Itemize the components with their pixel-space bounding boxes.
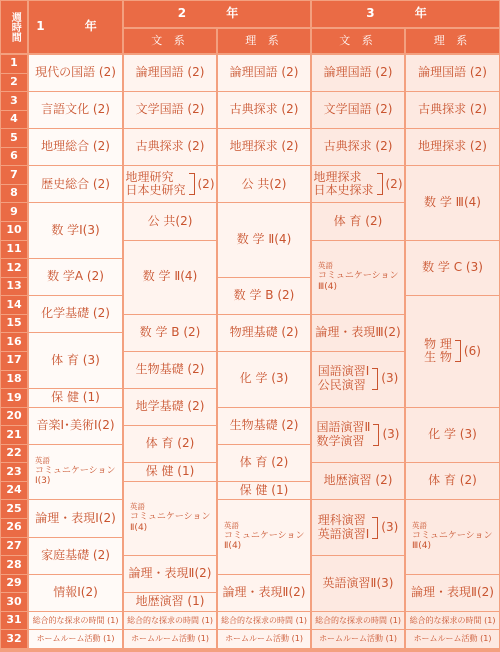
subject-cell [124,593,216,611]
subject-label: 言語文化 (2) [41,102,110,117]
subject-label: 総合的な探求の時間 (1) [32,615,119,625]
subject-label: 数 学 B (2) [233,287,295,302]
g3-bunkei-header: 文 系 [312,29,404,53]
subject-label-line1: 英語 [35,455,50,465]
subject-label: 体 育 (2) [333,213,383,228]
subject-label: 論理・表現Ⅱ(2) [128,566,212,581]
subject-label: 論理国語 (2) [418,65,487,80]
subject-label: 論理・表現Ⅰ(2) [35,510,116,525]
subject-cell [312,612,404,630]
subject-label: 保 健 (1) [239,482,289,497]
g2-bunkei-header: 文 系 [124,29,216,53]
subject-label: 現代の国語 (2) [35,65,116,80]
subject-label: 生物基礎 (2) [135,362,205,377]
credits: (3) [381,519,399,534]
subject-label: 古典探求 (2) [323,139,393,154]
subject-label: 総合的な探求の時間 (1) [409,615,496,625]
brace-icon [455,340,461,362]
subject-label: 化 学 (3) [428,427,477,442]
subject-cell [312,630,404,648]
subject-label: 地歴演習 (1) [135,594,205,609]
subject-choice: 日本史研究 [125,183,186,198]
subject-label: 数 学 Ⅱ(4) [236,232,292,247]
hour-number: 13 [1,278,27,296]
hour-number: 6 [1,148,27,166]
hour-number: 3 [1,92,27,110]
subject-cell [29,612,122,630]
g3-rikei-header: 理 系 [406,29,499,53]
subject-cell [218,129,310,165]
subject-label: 地理探求 (2) [229,139,299,154]
hour-number: 16 [1,333,27,351]
hour-number: 17 [1,352,27,370]
subject-cell [218,315,310,351]
subject-label: ホームルーム活動 (1) [36,634,115,644]
hour-number: 23 [1,463,27,481]
subject-cell [124,203,216,239]
credits: (3) [381,371,399,386]
subject-choice: 地理探求 [313,169,362,184]
subject-label: ホームルーム活動 (1) [131,634,209,644]
credits: (2) [385,176,403,191]
brace-icon [377,173,383,195]
subject-choice: 国語演習Ⅰ [317,364,370,379]
subject-choice: 国語演習Ⅱ [316,420,371,435]
subject-label: 古典探求 (2) [135,139,205,154]
subject-cell [124,129,216,165]
subject-label: 文学国語 (2) [323,102,393,117]
hour-number: 11 [1,241,27,259]
subject-label: 音楽Ⅰ･美術Ⅰ(2) [36,417,115,432]
subject-label: 地歴演習 (2) [323,473,393,488]
subject-label: 体 育 (3) [51,352,100,367]
subject-label: 保 健 (1) [51,389,100,404]
subject-cell [218,630,310,648]
hour-number: 5 [1,129,27,147]
subject-label: 数 学 Ⅱ(4) [142,269,198,284]
subject-label: 公 共(2) [241,176,287,191]
subject-cell [406,408,499,463]
subject-label: 体 育 (2) [145,436,195,451]
subject-cell [29,92,122,128]
brace-icon [372,517,378,539]
subject-cell [124,482,216,555]
hour-number: 32 [1,630,27,648]
hour-number: 15 [1,315,27,333]
brace-icon [373,424,379,446]
subject-label: 総合的な探求の時間 (1) [315,615,401,625]
subject-choice: 公民演習 [317,378,366,393]
subject-cell [406,55,499,91]
subject-label: 公 共(2) [147,213,193,228]
subject-cell [29,500,122,536]
subject-cell [124,389,216,425]
subject-cell [124,630,216,648]
subject-cell [218,203,310,276]
subject-cell [124,556,216,592]
hour-number: 8 [1,185,27,203]
subject-label: ホームルーム活動 (1) [319,634,397,644]
subject-cell [218,352,310,407]
subject-label: 論理・表現Ⅱ(2) [411,584,494,599]
subject-cell [312,500,404,555]
subject-cell [124,612,216,630]
subject-cell [29,333,122,388]
hour-number: 10 [1,222,27,240]
subject-label: 総合的な探求の時間 (1) [221,615,307,625]
subject-label: 論理国語 (2) [229,65,299,80]
hours-header: 週時間 [1,1,27,53]
credits: (2) [197,176,215,191]
subject-label: 体 育 (2) [428,473,477,488]
subject-cell [218,482,310,500]
subject-label-line2: コミュニケーションⅢ(4) [318,270,399,292]
hour-number: 22 [1,445,27,463]
subject-cell [312,463,404,499]
subject-label: 論理・表現Ⅱ(2) [222,584,306,599]
subject-label: 数 学 C (3) [422,260,483,275]
subject-label: ホームルーム活動 (1) [413,634,492,644]
subject-cell [406,575,499,611]
subject-label: 論理・表現Ⅲ(2) [315,324,401,339]
subject-label-line1: 英語 [318,261,333,271]
subject-cell [218,408,310,444]
subject-label: 古典探求 (2) [229,102,299,117]
subject-label-line2: コミュニケーションⅠ(3) [35,465,116,487]
subject-label: 家庭基礎 (2) [41,547,110,562]
hour-number: 2 [1,74,27,92]
subject-cell [124,241,216,314]
subject-label-line1: 英語 [224,520,239,530]
subject-cell [218,612,310,630]
subject-cell [406,463,499,499]
hour-number: 30 [1,593,27,611]
subject-cell [218,445,310,481]
subject-cell [218,500,310,573]
subject-cell [29,538,122,574]
grade3-header: 3 年 [312,1,499,27]
subject-cell [124,463,216,481]
subject-cell [312,315,404,351]
subject-cell [29,575,122,611]
subject-cell [312,408,404,463]
subject-choice: 物 理 [424,336,452,351]
subject-label: 化学基礎 (2) [41,306,110,321]
subject-label: 数 学Ⅰ(3) [51,222,100,237]
subject-label: 古典探求 (2) [418,102,487,117]
subject-cell [312,556,404,611]
subject-cell [124,426,216,462]
subject-cell [218,55,310,91]
hour-number: 27 [1,538,27,556]
subject-cell [124,315,216,351]
subject-label: 体 育 (2) [239,454,289,469]
subject-label: ホームルーム活動 (1) [225,634,303,644]
subject-cell [29,55,122,91]
subject-label: 生物基礎 (2) [229,417,299,432]
subject-cell [29,129,122,165]
subject-choice: 数学演習 [316,433,365,448]
subject-label: 文学国語 (2) [135,102,205,117]
subject-label-line2: コミュニケーションⅢ(4) [412,530,493,552]
subject-cell [124,55,216,91]
subject-cell [124,352,216,388]
hour-number: 20 [1,408,27,426]
brace-icon [189,173,195,195]
subject-cell [29,296,122,332]
subject-label: 論理国語 (2) [135,65,205,80]
subject-choice: 生 物 [424,350,452,365]
hour-number: 4 [1,111,27,129]
subject-cell [312,166,404,202]
subject-choice: 英語演習Ⅰ [317,526,370,541]
hour-number: 19 [1,389,27,407]
hour-number: 29 [1,575,27,593]
subject-cell [406,630,499,648]
subject-cell [218,166,310,202]
grade2-header: 2 年 [124,1,310,27]
subject-label: 数 学 B (2) [139,324,201,339]
subject-cell [29,408,122,444]
subject-label-line1: 英語 [412,520,427,530]
subject-label: 数 学 Ⅲ(4) [424,195,481,210]
hour-number: 25 [1,500,27,518]
subject-label-line2: コミュニケーションⅡ(4) [224,530,305,552]
subject-label: 地理探求 (2) [418,139,487,154]
subject-cell [312,129,404,165]
subject-cell [406,296,499,406]
subject-label: 歴史総合 (2) [41,176,110,191]
subject-label: 英語演習Ⅱ(3) [322,575,394,590]
hour-number: 24 [1,482,27,500]
subject-choice: 地理研究 [125,169,174,184]
subject-cell [406,92,499,128]
hour-number: 18 [1,371,27,389]
subject-cell [29,166,122,202]
subject-cell [29,630,122,648]
subject-cell [218,92,310,128]
subject-cell [29,389,122,407]
subject-cell [124,92,216,128]
credits: (6) [463,343,481,358]
subject-label: 総合的な探求の時間 (1) [127,615,213,625]
subject-cell [29,259,122,295]
grade1-header: 1 年 [29,1,122,53]
hour-number: 9 [1,203,27,221]
brace-icon [372,368,378,390]
subject-cell [406,500,499,573]
hour-number: 31 [1,612,27,630]
subject-cell [29,203,122,258]
subject-cell [406,241,499,296]
hour-number: 28 [1,556,27,574]
subject-cell [312,203,404,239]
subject-label: 論理国語 (2) [323,65,393,80]
subject-label: 地理総合 (2) [41,139,110,154]
hour-number: 1 [1,55,27,73]
subject-label: 化 学 (3) [239,371,289,386]
hour-number: 7 [1,166,27,184]
hour-number: 14 [1,296,27,314]
subject-cell [312,241,404,314]
subject-cell [312,92,404,128]
credits: (3) [382,427,400,442]
subject-label: 地学基礎 (2) [135,399,205,414]
subject-cell [406,129,499,165]
subject-cell [124,166,216,202]
subject-cell [312,352,404,407]
subject-label-line1: 英語 [130,502,145,512]
hour-number: 21 [1,426,27,444]
subject-cell [218,575,310,611]
subject-label-line2: コミュニケーションⅡ(4) [130,512,211,533]
g2-rikei-header: 理 系 [218,29,310,53]
subject-cell [406,612,499,630]
subject-cell [218,278,310,314]
hour-number: 26 [1,519,27,537]
subject-label: 情報Ⅰ(2) [53,584,98,599]
subject-cell [29,445,122,500]
subject-choice: 理科演習 [317,512,366,527]
subject-label: 物理基礎 (2) [229,324,299,339]
subject-label: 数 学A (2) [47,269,104,284]
subject-cell [406,166,499,239]
subject-label: 保 健 (1) [145,464,195,479]
hour-number: 12 [1,259,27,277]
subject-choice: 日本史探求 [313,183,374,198]
subject-cell [312,55,404,91]
